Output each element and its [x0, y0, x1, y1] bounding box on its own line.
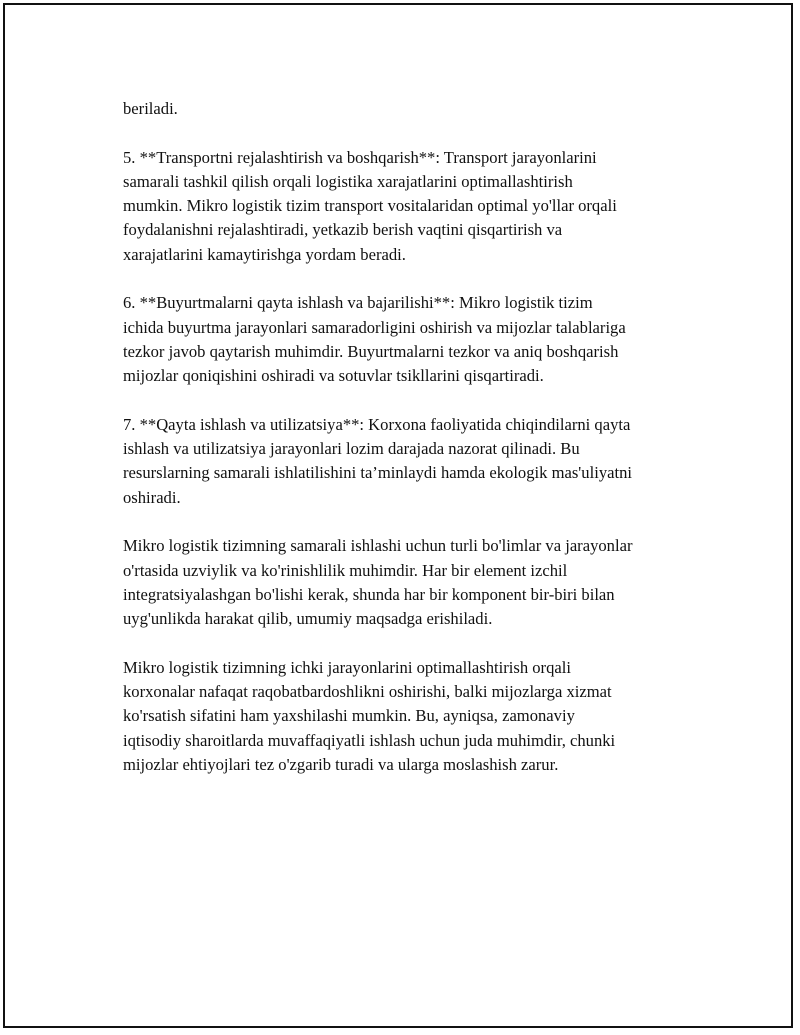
text-line: beriladi.: [123, 99, 178, 118]
text-line: uyg'unlikda harakat qilib, umumiy maqsadga erishiladi.: [123, 609, 493, 629]
text-line: iqtisodiy sharoitlarda muvaffaqiyatli ishlash uchun juda muhimdir, chunki: [123, 730, 616, 750]
text-line: ko'rsatish sifatini ham yaxshilashi mumkin. Bu, ayniqsa, zamonaviy: [123, 706, 575, 726]
paragraph-item-7: [123, 413, 693, 510]
text-line: resurslarning samarali ishlatilishini ta’minlaydi hamda ekologik mas'uliyatni: [123, 463, 632, 483]
text-line: mijozlar ehtiyojlari tez o'zgarib turadi va ularga moslashish zarur.: [123, 755, 559, 775]
paragraph-conclusion: [123, 656, 693, 777]
page-border: [3, 3, 793, 1028]
text-line: o'rtasida uzviylik va ko'rinishlilik muhimdir. Har bir element izchil: [123, 560, 568, 580]
text-line: Mikro logistik tizimning samarali ishlashi uchun turli bo'limlar va jarayonlar: [123, 536, 633, 556]
text-line: oshiradi.: [123, 487, 181, 507]
paragraph-continuation: [123, 97, 693, 121]
paragraph-item-6: [123, 291, 693, 388]
text-line: mijozlar qoniqishini oshiradi va sotuvlar tsikllarini qisqartiradi.: [123, 366, 544, 386]
text-line: mumkin. Mikro logistik tizim transport vositalaridan optimal yo'llar orqali: [123, 196, 617, 216]
document-body: [123, 97, 693, 777]
text-line: ishlash va utilizatsiya jarayonlari lozim darajada nazorat qilinadi. Bu: [123, 439, 580, 459]
text-line: ichida buyurtma jarayonlari samaradorligini oshirish va mijozlar talablariga: [123, 317, 626, 337]
text-line: Mikro logistik tizimning ichki jarayonlarini optimallashtirish orqali: [123, 657, 571, 677]
text-line: korxonalar nafaqat raqobatbardoshlikni oshirishi, balki mijozlarga xizmat: [123, 682, 612, 702]
text-line: integratsiyalashgan bo'lishi kerak, shunda har bir komponent bir-biri bilan: [123, 584, 615, 604]
text-line: 5. **Transportni rejalashtirish va boshqarish**: Transport jarayonlarini: [123, 147, 597, 167]
text-line: 7. **Qayta ishlash va utilizatsiya**: Korxona faoliyatida chiqindilarni qayta: [123, 414, 631, 434]
paragraph-integration: [123, 534, 693, 631]
text-line: 6. **Buyurtmalarni qayta ishlash va bajarilishi**: Mikro logistik tizim: [123, 293, 593, 313]
text-line: foydalanishni rejalashtiradi, yetkazib berish vaqtini qisqartirish va: [123, 220, 563, 240]
text-line: xarajatlarini kamaytirishga yordam beradi.: [123, 244, 406, 264]
paragraph-item-5: [123, 146, 693, 267]
text-line: tezkor javob qaytarish muhimdir. Buyurtmalarni tezkor va aniq boshqarish: [123, 341, 619, 361]
text-line: samarali tashkil qilish orqali logistika xarajatlarini optimallashtirish: [123, 171, 573, 191]
